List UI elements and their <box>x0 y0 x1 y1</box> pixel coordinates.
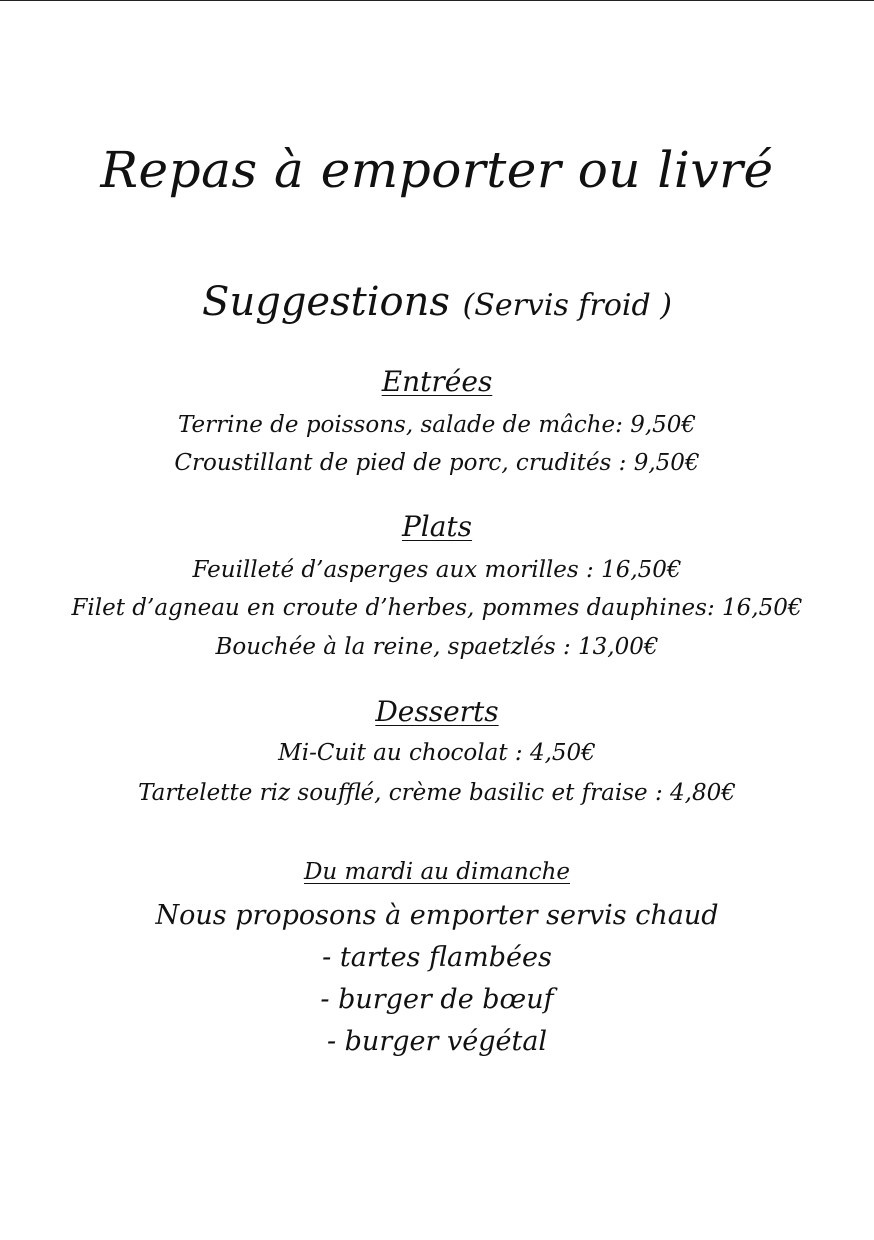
menu-item: Filet d’agneau en croute d’herbes, pommes dauphines: 16,50€ <box>71 595 803 621</box>
suggestions-label: Suggestions <box>202 279 450 325</box>
section-heading-desserts: Desserts <box>375 695 499 728</box>
top-border-line <box>0 0 874 1</box>
suggestions-note: (Servis froid ) <box>462 288 672 323</box>
weekly-item: - burger végétal <box>326 1026 548 1057</box>
section-heading-plats: Plats <box>401 510 473 543</box>
weekly-item: - burger de bœuf <box>320 984 554 1015</box>
menu-item: Tartelette riz soufflé, crème basilic et fraise : 4,80€ <box>138 780 736 806</box>
menu-item: Bouchée à la reine, spaetzlés : 13,00€ <box>215 634 659 660</box>
section-heading-entrees: Entrées <box>381 365 493 398</box>
menu-item: Feuilleté d’asperges aux morilles : 16,50€ <box>192 557 682 583</box>
weekly-heading: Du mardi au dimanche <box>303 859 571 885</box>
page-title: Repas à emporter ou livré <box>100 141 774 199</box>
weekly-item: - tartes flambées <box>322 942 552 973</box>
suggestions-heading <box>0 279 874 325</box>
weekly-intro: Nous proposons à emporter servis chaud <box>155 900 719 931</box>
menu-item: Terrine de poissons, salade de mâche: 9,50€ <box>177 412 697 438</box>
menu-item: Mi-Cuit au chocolat : 4,50€ <box>278 740 596 766</box>
menu-item: Croustillant de pied de porc, crudités : 9,50€ <box>174 450 700 476</box>
